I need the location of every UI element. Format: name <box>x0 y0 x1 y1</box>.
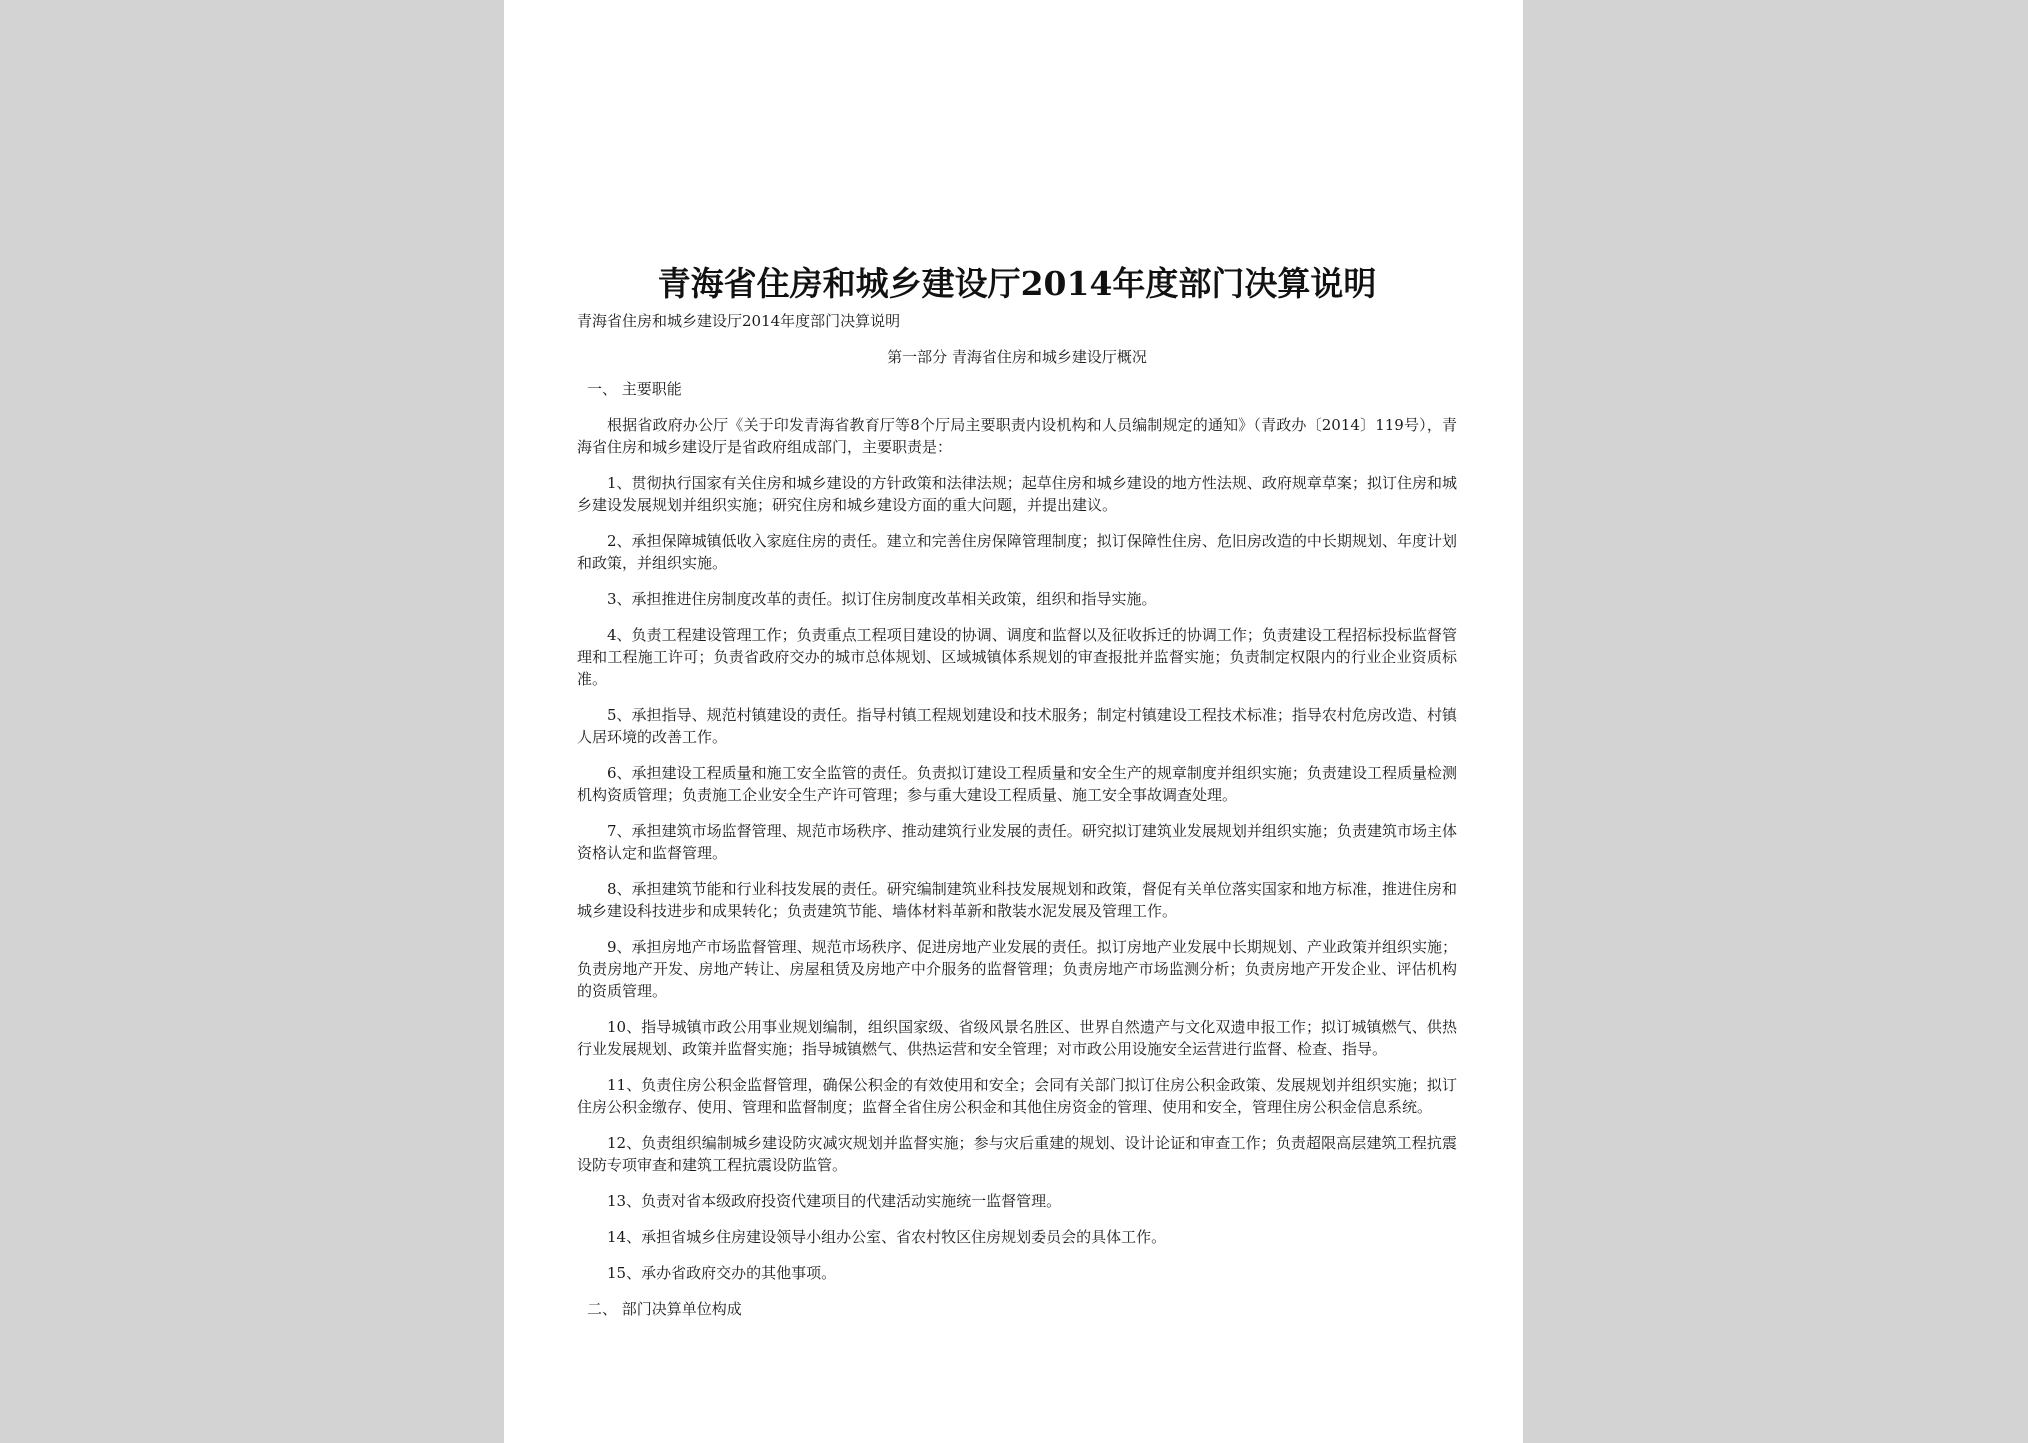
function-item: 9、承担房地产市场监督管理、规范市场秩序、促进房地产业发展的责任。拟订房地产业发展中长期规划、产业政策并组织实施；负责房地产开发、房地产转让、房屋租赁及房地产中介服务的监督管理；负责房地产市场监测分析；负责房地产开发企业、评估机构的资质管理。 <box>577 938 1457 1000</box>
section-heading-unit-composition: 二、 部门决算单位构成 <box>587 1300 742 1318</box>
intro-paragraph: 根据省政府办公厅《关于印发青海省教育厅等8个厅局主要职责内设机构和人员编制规定的通知》（青政办〔2014〕119号），青海省住房和城乡建设厅是省政府组成部门，主要职责是： <box>577 416 1457 456</box>
function-item: 6、承担建设工程质量和施工安全监管的责任。负责拟订建设工程质量和安全生产的规章制度并组织实施；负责建设工程质量检测机构资质管理；负责施工企业安全生产许可管理；参与重大建设工程质量、施工安全事故调查处理。 <box>577 764 1457 804</box>
function-item: 15、承办省政府交办的其他事项。 <box>607 1264 837 1282</box>
function-item: 13、负责对省本级政府投资代建项目的代建活动实施统一监督管理。 <box>607 1192 1062 1210</box>
function-item: 8、承担建筑节能和行业科技发展的责任。研究编制建筑业科技发展规划和政策，督促有关单位落实国家和地方标准，推进住房和城乡建设科技进步和成果转化；负责建筑节能、墙体材料革新和散装水泥发展及管理工作。 <box>577 880 1457 920</box>
document-title: 青海省住房和城乡建设厅2014年度部门决算说明 <box>657 264 1377 303</box>
document-page <box>504 0 1523 1443</box>
function-item: 10、指导城镇市政公用事业规划编制，组织国家级、省级风景名胜区、世界自然遗产与文化双遗申报工作；拟订城镇燃气、供热行业发展规划、政策并监督实施；指导城镇燃气、供热运营和安全管理；对市政公用设施安全运营进行监督、检查、指导。 <box>577 1018 1457 1058</box>
function-item: 5、承担指导、规范村镇建设的责任。指导村镇工程规划建设和技术服务；制定村镇建设工程技术标准；指导农村危房改造、村镇人居环境的改善工作。 <box>577 706 1457 746</box>
function-item: 12、负责组织编制城乡建设防灾减灾规划并监督实施；参与灾后重建的规划、设计论证和审查工作；负责超限高层建筑工程抗震设防专项审查和建筑工程抗震设防监管。 <box>577 1134 1457 1174</box>
function-item: 11、负责住房公积金监督管理，确保公积金的有效使用和安全；会同有关部门拟订住房公积金政策、发展规划并组织实施；拟订住房公积金缴存、使用、管理和监督制度；监督全省住房公积金和其他住房资金的管理、使用和安全，管理住房公积金信息系统。 <box>577 1076 1457 1116</box>
function-item: 14、承担省城乡住房建设领导小组办公室、省农村牧区住房规划委员会的具体工作。 <box>607 1228 1167 1246</box>
function-item: 4、负责工程建设管理工作；负责重点工程项目建设的协调、调度和监督以及征收拆迁的协调工作；负责建设工程招标投标监督管理和工程施工许可；负责省政府交办的城市总体规划、区域城镇体系规划的审查报批并监督实施；负责制定权限内的行业企业资质标准。 <box>577 626 1457 688</box>
document-subtitle: 青海省住房和城乡建设厅2014年度部门决算说明 <box>577 312 901 330</box>
function-item: 2、承担保障城镇低收入家庭住房的责任。建立和完善住房保障管理制度；拟订保障性住房、危旧房改造的中长期规划、年度计划和政策，并组织实施。 <box>577 532 1457 572</box>
function-item: 7、承担建筑市场监督管理、规范市场秩序、推动建筑行业发展的责任。研究拟订建筑业发展规划并组织实施；负责建筑市场主体资格认定和监督管理。 <box>577 822 1457 862</box>
function-item: 1、贯彻执行国家有关住房和城乡建设的方针政策和法律法规；起草住房和城乡建设的地方性法规、政府规章草案；拟订住房和城乡建设发展规划并组织实施；研究住房和城乡建设方面的重大问题，并提出建议。 <box>577 474 1457 514</box>
document-content <box>577 258 1457 1334</box>
function-item: 3、承担推进住房制度改革的责任。拟订住房制度改革相关政策，组织和指导实施。 <box>607 590 1157 608</box>
part-heading: 第一部分 青海省住房和城乡建设厅概况 <box>887 348 1147 366</box>
section-heading-main-functions: 一、 主要职能 <box>587 380 682 398</box>
